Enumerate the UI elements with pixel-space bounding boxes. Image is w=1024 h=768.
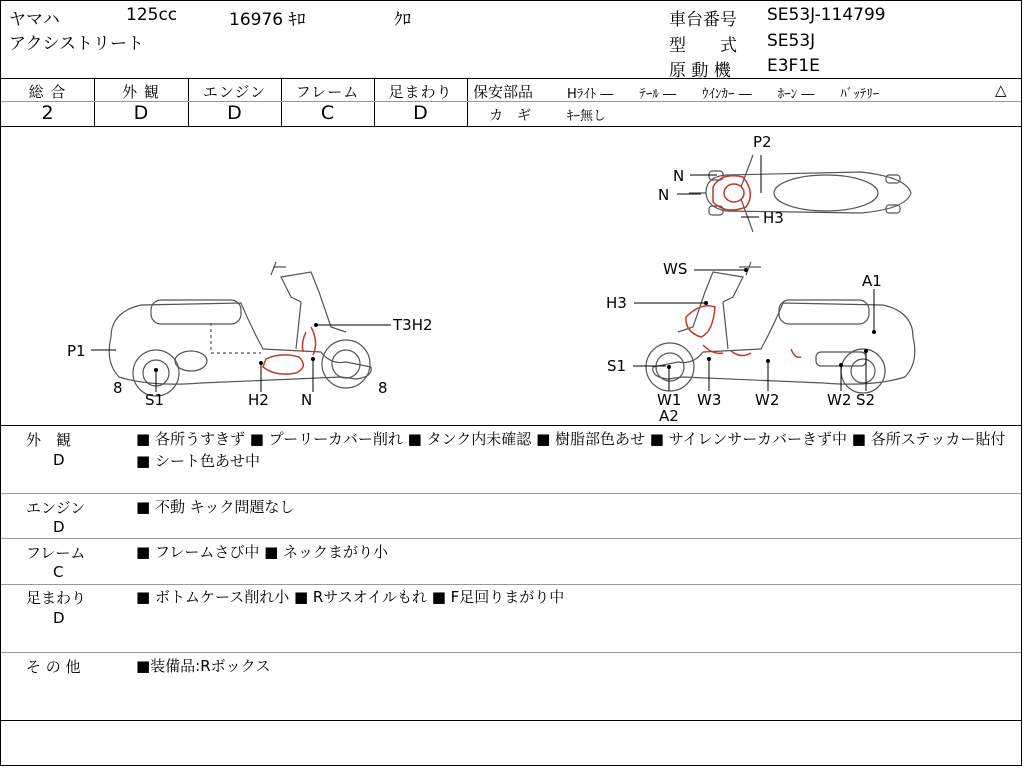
label-P1: P1: [67, 342, 86, 360]
grade-value-exterior: D: [133, 102, 149, 124]
label-N-left: N: [301, 391, 313, 409]
label-8-left: 8: [113, 379, 123, 397]
scooter-top-view: [689, 155, 911, 232]
section-label-exterior: 外 観: [26, 431, 72, 449]
type-label: 型 式: [669, 36, 737, 56]
leaders-right: [633, 270, 874, 391]
label-H3-top: H3: [763, 209, 784, 227]
label-H3-right: H3: [606, 294, 627, 312]
label-S1-left: S1: [145, 391, 165, 409]
label-H2: H2: [248, 391, 269, 409]
key-value: ｷｰ無し: [567, 109, 607, 124]
section-label-frame: フレーム: [26, 544, 86, 562]
color: ｸﾛ: [394, 10, 411, 30]
label-S2: S2: [856, 391, 876, 409]
grade-label-suspension: 足まわり: [388, 83, 453, 101]
section-grade-suspension: D: [53, 609, 65, 627]
label-A1: A1: [862, 272, 882, 290]
displacement: 125cc: [126, 5, 178, 25]
diagram-area: [1, 127, 1022, 425]
label-W2-rear: W2: [827, 391, 852, 409]
engine-value: E3F1E: [767, 56, 820, 76]
label-W3: W3: [697, 391, 722, 409]
label-WS: WS: [663, 260, 688, 278]
label-W2-mid: W2: [755, 391, 780, 409]
section-label-suspension: 足まわり: [26, 589, 87, 607]
label-A2: A2: [659, 407, 679, 425]
section-grade-engine: D: [53, 518, 65, 536]
mileage: 16976 ｷﾛ: [229, 10, 306, 30]
key-label: カ ギ: [489, 108, 531, 124]
label-P2: P2: [753, 133, 772, 151]
grade-label-overall: 総 合: [28, 83, 67, 101]
divider: [1, 78, 1021, 79]
grade-label-engine: エンジン: [202, 83, 267, 101]
engine-label: 原 動 機: [669, 61, 731, 81]
battery-mark: △: [995, 81, 1007, 99]
scooter-left-view: [109, 262, 371, 396]
safety-title: 保安部品: [473, 83, 534, 101]
label-T3H2: T3H2: [393, 316, 433, 334]
damage-marks-top: [713, 176, 750, 210]
section-text-suspension: ■ ボトムケース削れ小 ■ Rサスオイルもれ ■ F足回りまがり中: [136, 588, 565, 606]
frame-no-label: 車台番号: [669, 10, 737, 30]
grade-value-engine: D: [227, 102, 242, 124]
section-grade-frame: C: [53, 563, 64, 581]
section-label-engine: エンジン: [26, 499, 86, 517]
grade-label-frame: フレーム: [295, 83, 360, 101]
label-W1: W1: [657, 391, 682, 409]
label-S1-right: S1: [607, 357, 627, 375]
label-N-top2: N: [658, 186, 670, 204]
maker: ヤマハ: [9, 10, 60, 30]
section-text-engine: ■ 不動 キック問題なし: [136, 498, 295, 516]
grade-label-exterior: 外 観: [122, 83, 160, 101]
label-N-top1: N: [673, 167, 685, 185]
model-name: アクシストリート: [9, 34, 144, 54]
section-text-exterior: ■ 各所うすきず ■ プーリーカバー削れ ■ タンク内未確認 ■ 樹脂部色あせ ■ サイレンサーカバーきず中 ■ 各所ステッカー貼付 ■ シート色あせ中: [136, 430, 1006, 470]
section-text-other: ■装備品:Rボックス: [136, 657, 271, 675]
points-right: [667, 268, 876, 369]
section-text-frame: ■ フレームさび中 ■ ネックまがり小: [136, 543, 389, 561]
grade-value-frame: C: [320, 102, 335, 124]
points-left: [154, 323, 318, 372]
label-8-right: 8: [378, 379, 388, 397]
grade-value-suspension: D: [413, 102, 428, 124]
type-value: SE53J: [767, 31, 816, 51]
safety-items: Hﾗｲﾄ ― ﾃｰﾙ ― ｳｲﾝｶｰ ― ﾎｰﾝ ― ﾊﾞｯﾃﾘｰ: [567, 87, 880, 102]
section-grade-exterior: D: [53, 451, 65, 469]
leaders-left: [91, 325, 391, 392]
grade-value-overall: 2: [41, 102, 54, 124]
frame-no: SE53J-114799: [767, 5, 886, 25]
section-label-other: そ の 他: [26, 658, 81, 676]
